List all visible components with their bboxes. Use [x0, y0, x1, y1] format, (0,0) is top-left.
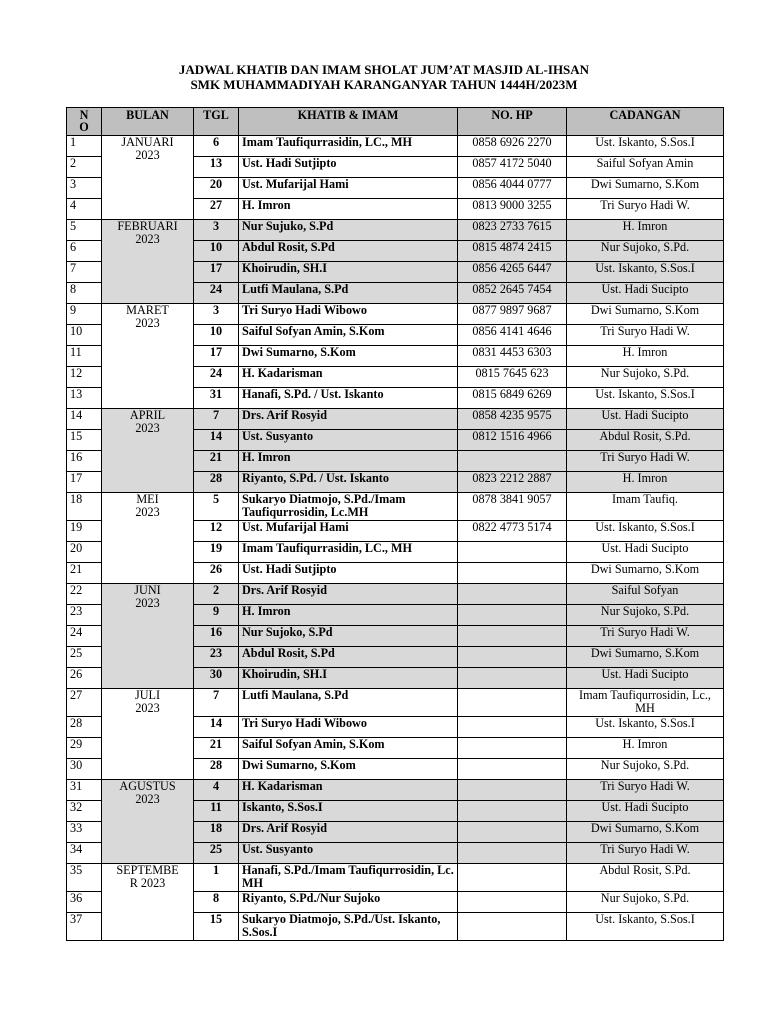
- cell-no: 22: [67, 584, 102, 605]
- schedule-table: [66, 107, 724, 941]
- cell-tgl: 18: [194, 822, 239, 843]
- cell-tgl: 14: [194, 430, 239, 451]
- cell-phone: [458, 605, 567, 626]
- cell-month: [102, 220, 194, 304]
- cell-month: [102, 864, 194, 941]
- cell-cadangan: Nur Sujoko, S.Pd.: [567, 892, 724, 913]
- month-name: JULI: [134, 688, 161, 702]
- month-name: JUNI: [134, 583, 161, 597]
- cell-khatib-imam: Ust. Hadi Sutjipto: [239, 157, 458, 178]
- cell-phone: [458, 717, 567, 738]
- cell-cadangan: H. Imron: [567, 346, 724, 367]
- cell-khatib-imam: Dwi Sumarno, S.Kom: [239, 759, 458, 780]
- cell-tgl: 4: [194, 780, 239, 801]
- cell-no: 36: [67, 892, 102, 913]
- cell-khatib-imam: Tri Suryo Hadi Wibowo: [239, 717, 458, 738]
- cell-no: 32: [67, 801, 102, 822]
- cell-month: [102, 136, 194, 220]
- cell-no: 35: [67, 864, 102, 892]
- cell-tgl: 21: [194, 738, 239, 759]
- cell-tgl: 28: [194, 759, 239, 780]
- cell-cadangan: Nur Sujoko, S.Pd.: [567, 605, 724, 626]
- cell-tgl: 13: [194, 157, 239, 178]
- cell-phone: [458, 843, 567, 864]
- cell-phone: [458, 892, 567, 913]
- cell-month: [102, 780, 194, 864]
- cell-cadangan: Ust. Hadi Sucipto: [567, 283, 724, 304]
- cell-phone: [458, 801, 567, 822]
- month-name: JANUARI: [121, 135, 174, 149]
- header-cadangan: CADANGAN: [567, 108, 724, 136]
- cell-tgl: 21: [194, 451, 239, 472]
- cell-phone: 0856 4265 6447: [458, 262, 567, 283]
- cell-khatib-imam: Saiful Sofyan Amin, S.Kom: [239, 325, 458, 346]
- cell-khatib-imam: Lutfi Maulana, S.Pd: [239, 689, 458, 717]
- cell-no: 10: [67, 325, 102, 346]
- cell-tgl: 25: [194, 843, 239, 864]
- cell-tgl: 20: [194, 178, 239, 199]
- cell-tgl: 5: [194, 493, 239, 521]
- cell-khatib-imam: Dwi Sumarno, S.Kom: [239, 346, 458, 367]
- table-row: [67, 409, 724, 430]
- cell-khatib-imam: Abdul Rosit, S.Pd: [239, 647, 458, 668]
- cell-no: 15: [67, 430, 102, 451]
- cell-khatib-imam: Ust. Mufarijal Hami: [239, 521, 458, 542]
- cell-no: 37: [67, 913, 102, 941]
- cell-no: 26: [67, 668, 102, 689]
- cell-no: 34: [67, 843, 102, 864]
- cell-cadangan: Nur Sujoko, S.Pd.: [567, 759, 724, 780]
- cell-cadangan: Ust. Hadi Sucipto: [567, 801, 724, 822]
- cell-no: 1: [67, 136, 102, 157]
- cell-khatib-imam: H. Kadarisman: [239, 367, 458, 388]
- cell-khatib-imam: Ust. Hadi Sutjipto: [239, 563, 458, 584]
- cell-cadangan: Tri Suryo Hadi W.: [567, 780, 724, 801]
- cell-khatib-imam: H. Imron: [239, 199, 458, 220]
- cell-tgl: 3: [194, 304, 239, 325]
- cell-no: 2: [67, 157, 102, 178]
- cell-cadangan: Ust. Iskanto, S.Sos.I: [567, 262, 724, 283]
- cell-cadangan: Ust. Hadi Sucipto: [567, 409, 724, 430]
- cell-tgl: 6: [194, 136, 239, 157]
- cell-tgl: 19: [194, 542, 239, 563]
- month-year: 2023: [135, 792, 160, 806]
- cell-phone: 0877 9897 9687: [458, 304, 567, 325]
- cell-tgl: 2: [194, 584, 239, 605]
- cell-phone: 0878 3841 9057: [458, 493, 567, 521]
- cell-khatib-imam: Ust. Susyanto: [239, 430, 458, 451]
- cell-month: [102, 304, 194, 409]
- cell-khatib-imam: Abdul Rosit, S.Pd: [239, 241, 458, 262]
- month-name: FEBRUARI: [117, 219, 178, 233]
- cell-tgl: 1: [194, 864, 239, 892]
- cell-no: 23: [67, 605, 102, 626]
- cell-tgl: 26: [194, 563, 239, 584]
- cell-phone: [458, 759, 567, 780]
- cell-khatib-imam: Sukaryo Diatmojo, S.Pd./Ust. Iskanto, S.Sos.I: [239, 913, 458, 941]
- month-name: MARET: [126, 303, 169, 317]
- cell-khatib-imam: Iskanto, S.Sos.I: [239, 801, 458, 822]
- cell-cadangan: Nur Sujoko, S.Pd.: [567, 367, 724, 388]
- cell-tgl: 17: [194, 346, 239, 367]
- cell-cadangan: Ust. Iskanto, S.Sos.I: [567, 913, 724, 941]
- cell-no: 3: [67, 178, 102, 199]
- cell-phone: 0856 4141 4646: [458, 325, 567, 346]
- cell-cadangan: Nur Sujoko, S.Pd.: [567, 241, 724, 262]
- cell-no: 4: [67, 199, 102, 220]
- cell-khatib-imam: Drs. Arif Rosyid: [239, 822, 458, 843]
- header-khatib: KHATIB & IMAM: [239, 108, 458, 136]
- cell-month: [102, 689, 194, 780]
- cell-khatib-imam: Saiful Sofyan Amin, S.Kom: [239, 738, 458, 759]
- cell-khatib-imam: Imam Taufiqurrasidin, LC., MH: [239, 542, 458, 563]
- cell-tgl: 7: [194, 409, 239, 430]
- month-year: 2023: [135, 232, 160, 246]
- table-body: [67, 136, 724, 941]
- table-row: [67, 136, 724, 157]
- month-name: AGUSTUS: [119, 779, 176, 793]
- cell-khatib-imam: Ust. Susyanto: [239, 843, 458, 864]
- cell-phone: [458, 626, 567, 647]
- cell-tgl: 14: [194, 717, 239, 738]
- cell-phone: 0812 1516 4966: [458, 430, 567, 451]
- cell-no: 9: [67, 304, 102, 325]
- cell-month: [102, 584, 194, 689]
- cell-khatib-imam: Tri Suryo Hadi Wibowo: [239, 304, 458, 325]
- cell-no: 17: [67, 472, 102, 493]
- cell-no: 29: [67, 738, 102, 759]
- cell-khatib-imam: Nur Sujoko, S.Pd: [239, 626, 458, 647]
- month-year: 2023: [135, 701, 160, 715]
- month-year: 2023: [135, 505, 160, 519]
- cell-cadangan: Abdul Rosit, S.Pd.: [567, 430, 724, 451]
- cell-phone: 0857 4172 5040: [458, 157, 567, 178]
- table-row: [67, 689, 724, 717]
- cell-no: 27: [67, 689, 102, 717]
- cell-tgl: 24: [194, 367, 239, 388]
- cell-phone: [458, 822, 567, 843]
- cell-khatib-imam: Ust. Mufarijal Hami: [239, 178, 458, 199]
- cell-no: 6: [67, 241, 102, 262]
- cell-khatib-imam: Drs. Arif Rosyid: [239, 584, 458, 605]
- cell-month: [102, 493, 194, 584]
- title-line-2: SMK MUHAMMADIYAH KARANGANYAR TAHUN 1444H/2023M: [190, 77, 578, 92]
- month-name: MEI: [136, 492, 159, 506]
- cell-phone: 0823 2212 2887: [458, 472, 567, 493]
- cell-tgl: 31: [194, 388, 239, 409]
- cell-cadangan: Ust. Iskanto, S.Sos.I: [567, 717, 724, 738]
- cell-phone: 0822 4773 5174: [458, 521, 567, 542]
- header-tgl: TGL: [194, 108, 239, 136]
- cell-cadangan: Tri Suryo Hadi W.: [567, 451, 724, 472]
- header-bulan: BULAN: [102, 108, 194, 136]
- cell-no: 30: [67, 759, 102, 780]
- cell-tgl: 16: [194, 626, 239, 647]
- cell-phone: [458, 647, 567, 668]
- cell-tgl: 10: [194, 241, 239, 262]
- cell-tgl: 28: [194, 472, 239, 493]
- cell-cadangan: Dwi Sumarno, S.Kom: [567, 647, 724, 668]
- cell-phone: 0831 4453 6303: [458, 346, 567, 367]
- cell-tgl: 15: [194, 913, 239, 941]
- month-name: APRIL: [129, 408, 166, 422]
- cell-phone: 0856 4044 0777: [458, 178, 567, 199]
- cell-no: 25: [67, 647, 102, 668]
- cell-phone: 0815 7645 623: [458, 367, 567, 388]
- cell-cadangan: Dwi Sumarno, S.Kom: [567, 304, 724, 325]
- table-header-row: [67, 108, 724, 136]
- table-row: [67, 584, 724, 605]
- cell-khatib-imam: Nur Sujuko, S.Pd: [239, 220, 458, 241]
- header-no: N O: [67, 108, 102, 136]
- cell-khatib-imam: Riyanto, S.Pd. / Ust. Iskanto: [239, 472, 458, 493]
- cell-no: 8: [67, 283, 102, 304]
- cell-cadangan: Dwi Sumarno, S.Kom: [567, 563, 724, 584]
- cell-khatib-imam: Khoirudin, SH.I: [239, 262, 458, 283]
- cell-no: 20: [67, 542, 102, 563]
- cell-cadangan: H. Imron: [567, 220, 724, 241]
- cell-no: 11: [67, 346, 102, 367]
- cell-cadangan: Saiful Sofyan Amin: [567, 157, 724, 178]
- month-year: 2023: [135, 596, 160, 610]
- cell-phone: [458, 451, 567, 472]
- cell-no: 33: [67, 822, 102, 843]
- cell-phone: [458, 780, 567, 801]
- cell-cadangan: Imam Taufiq.: [567, 493, 724, 521]
- cell-no: 28: [67, 717, 102, 738]
- cell-cadangan: Ust. Hadi Sucipto: [567, 542, 724, 563]
- cell-tgl: 3: [194, 220, 239, 241]
- month-year: 2023: [135, 421, 160, 435]
- cell-no: 18: [67, 493, 102, 521]
- cell-phone: [458, 563, 567, 584]
- title-line-1: JADWAL KHATIB DAN IMAM SHOLAT JUM’AT MASJID AL-IHSAN: [178, 62, 590, 77]
- cell-no: 14: [67, 409, 102, 430]
- cell-phone: [458, 738, 567, 759]
- cell-cadangan: Tri Suryo Hadi W.: [567, 199, 724, 220]
- cell-no: 12: [67, 367, 102, 388]
- cell-tgl: 23: [194, 647, 239, 668]
- cell-cadangan: Abdul Rosit, S.Pd.: [567, 864, 724, 892]
- cell-khatib-imam: Lutfi Maulana, S.Pd: [239, 283, 458, 304]
- cell-cadangan: Dwi Sumarno, S.Kom: [567, 822, 724, 843]
- table-row: [67, 864, 724, 892]
- cell-cadangan: H. Imron: [567, 472, 724, 493]
- cell-no: 24: [67, 626, 102, 647]
- cell-cadangan: H. Imron: [567, 738, 724, 759]
- cell-cadangan: Ust. Iskanto, S.Sos.I: [567, 388, 724, 409]
- table-row: [67, 780, 724, 801]
- cell-month: [102, 409, 194, 493]
- document-title: [0, 62, 768, 92]
- cell-tgl: 30: [194, 668, 239, 689]
- cell-tgl: 24: [194, 283, 239, 304]
- cell-tgl: 12: [194, 521, 239, 542]
- cell-tgl: 27: [194, 199, 239, 220]
- cell-khatib-imam: Imam Taufiqurrasidin, LC., MH: [239, 136, 458, 157]
- cell-no: 21: [67, 563, 102, 584]
- table-row: [67, 220, 724, 241]
- cell-phone: [458, 689, 567, 717]
- cell-no: 16: [67, 451, 102, 472]
- cell-tgl: 7: [194, 689, 239, 717]
- cell-phone: 0823 2733 7615: [458, 220, 567, 241]
- cell-khatib-imam: H. Imron: [239, 605, 458, 626]
- cell-phone: 0858 6926 2270: [458, 136, 567, 157]
- month-year: 2023: [135, 316, 160, 330]
- cell-phone: [458, 913, 567, 941]
- cell-tgl: 8: [194, 892, 239, 913]
- cell-no: 5: [67, 220, 102, 241]
- cell-phone: [458, 864, 567, 892]
- table-row: [67, 493, 724, 521]
- cell-tgl: 9: [194, 605, 239, 626]
- cell-phone: 0815 4874 2415: [458, 241, 567, 262]
- cell-no: 19: [67, 521, 102, 542]
- cell-khatib-imam: Drs. Arif Rosyid: [239, 409, 458, 430]
- cell-cadangan: Tri Suryo Hadi W.: [567, 626, 724, 647]
- cell-khatib-imam: Hanafi, S.Pd./Imam Taufiqurrosidin, Lc. MH: [239, 864, 458, 892]
- cell-tgl: 11: [194, 801, 239, 822]
- cell-phone: 0852 2645 7454: [458, 283, 567, 304]
- cell-phone: [458, 584, 567, 605]
- cell-tgl: 17: [194, 262, 239, 283]
- month-name: SEPTEMBE: [116, 863, 179, 877]
- cell-cadangan: Tri Suryo Hadi W.: [567, 325, 724, 346]
- cell-phone: 0815 6849 6269: [458, 388, 567, 409]
- cell-khatib-imam: Riyanto, S.Pd./Nur Sujoko: [239, 892, 458, 913]
- cell-cadangan: Ust. Iskanto, S.Sos.I: [567, 521, 724, 542]
- cell-tgl: 10: [194, 325, 239, 346]
- cell-cadangan: Dwi Sumarno, S.Kom: [567, 178, 724, 199]
- cell-khatib-imam: H. Imron: [239, 451, 458, 472]
- cell-phone: 0813 9000 3255: [458, 199, 567, 220]
- cell-khatib-imam: H. Kadarisman: [239, 780, 458, 801]
- month-year: R 2023: [129, 876, 166, 890]
- month-year: 2023: [135, 148, 160, 162]
- cell-cadangan: Tri Suryo Hadi W.: [567, 843, 724, 864]
- cell-phone: 0858 4235 9575: [458, 409, 567, 430]
- cell-cadangan: Ust. Hadi Sucipto: [567, 668, 724, 689]
- cell-khatib-imam: Khoirudin, SH.I: [239, 668, 458, 689]
- cell-khatib-imam: Hanafi, S.Pd. / Ust. Iskanto: [239, 388, 458, 409]
- header-hp: NO. HP: [458, 108, 567, 136]
- cell-no: 7: [67, 262, 102, 283]
- cell-cadangan: Ust. Iskanto, S.Sos.I: [567, 136, 724, 157]
- cell-cadangan: Saiful Sofyan: [567, 584, 724, 605]
- cell-phone: [458, 668, 567, 689]
- cell-no: 13: [67, 388, 102, 409]
- cell-no: 31: [67, 780, 102, 801]
- cell-cadangan: Imam Taufiqurrosidin, Lc., MH: [567, 689, 724, 717]
- cell-phone: [458, 542, 567, 563]
- table-row: [67, 304, 724, 325]
- cell-khatib-imam: Sukaryo Diatmojo, S.Pd./Imam Taufiqurrosidin, Lc.MH: [239, 493, 458, 521]
